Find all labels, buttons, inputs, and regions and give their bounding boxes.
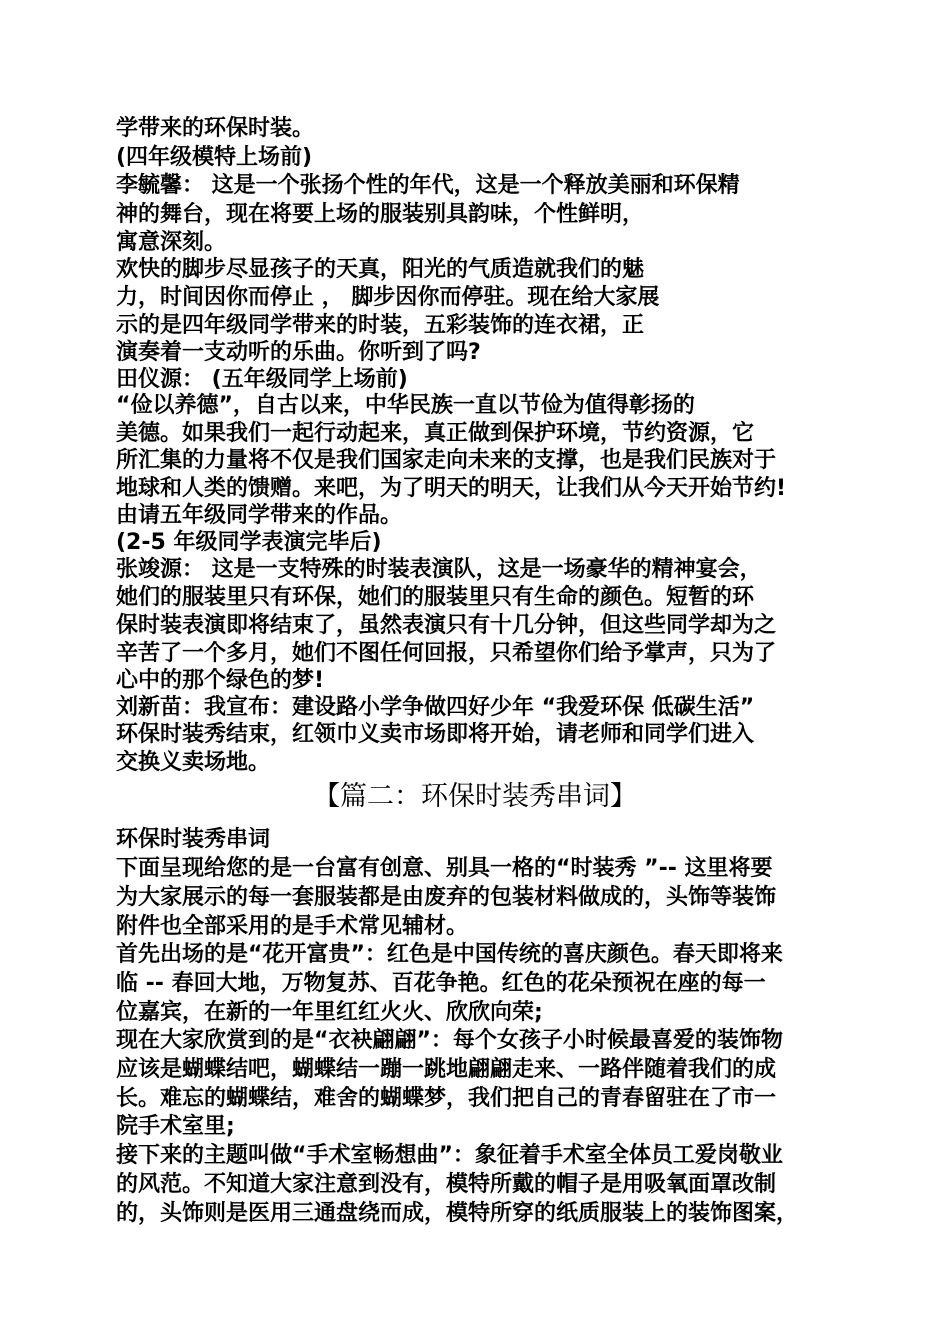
text-line: 辛苦了一个多月，她们不图任何回报，只希望你们给予掌声，只为了	[116, 641, 777, 666]
text-line: 学带来的环保时装。	[116, 116, 315, 141]
text-line: 心中的那个绿色的梦!	[116, 668, 325, 693]
text-line: 位嘉宾，在新的一年里红红火火、欣欣向荣;	[116, 1000, 543, 1025]
text-line: 所汇集的力量将不仅是我们国家走向未来的支撑，也是我们民族对于	[116, 448, 777, 473]
text-line: 附件也全部采用的是手术常见辅材。	[116, 914, 469, 939]
text-line: 为大家展示的每一套服装都是由废弃的包装材料做成的，头饰等装饰	[116, 885, 777, 910]
text-line: “俭以养德”，自古以来，中华民族一直以节俭为值得彰扬的	[116, 393, 695, 418]
text-line: 刘新苗：我宣布：建设路小学争做四好少年 “我爱环保 低碳生活”	[116, 695, 755, 720]
text-line: 神的舞台，现在将要上场的服装别具韵味，个性鲜明，	[116, 202, 645, 227]
text-line: 欢快的脚步尽显孩子的天真，阳光的气质造就我们的魅	[116, 257, 645, 282]
text-line: 交换义卖场地。	[116, 750, 271, 775]
text-line: 下面呈现给您的是一台富有创意、别具一格的“时装秀 ”-- 这里将要	[116, 856, 773, 881]
text-line: 田仪源： (五年级同学上场前)	[116, 367, 408, 392]
text-line: 由请五年级同学带来的作品。	[116, 503, 403, 528]
text-line: (四年级模特上场前)	[116, 145, 313, 170]
text-line: 示的是四年级同学带来的时装，五彩装饰的连衣裙，正	[116, 313, 645, 338]
text-line: 李毓馨： 这是一个张扬个性的年代，这是一个释放美丽和环保精	[116, 173, 740, 198]
text-line: 现在大家欣赏到的是“衣袂翩翩”：每个女孩子小时候最喜爱的装饰物	[116, 1028, 783, 1053]
text-line: 演奏着一支动听的乐曲。你听到了吗?	[116, 340, 481, 365]
text-line: 环保时装秀串词	[116, 827, 271, 852]
text-line: 应该是蝴蝶结吧，蝴蝶结一蹦一跳地翩翩走来、一路伴随着我们的成	[116, 1057, 777, 1082]
text-line: 临 -- 春回大地，万物复苏、百花争艳。红色的花朵预祝在座的每一	[116, 971, 766, 996]
text-line: 力，时间因你而停止 ， 脚步因你而停驻。现在给大家展	[116, 285, 660, 310]
text-line: 张竣源： 这是一支特殊的时装表演队，这是一场豪华的精神宴会，	[116, 557, 762, 582]
text-line: 美德。如果我们一起行动起来，真正做到保护环境，节约资源，它	[116, 421, 755, 446]
text-line: 她们的服装里只有环保，她们的服装里只有生命的颜色。短暂的环	[116, 585, 755, 610]
text-line: 的，头饰则是医用三通盘绕而成，模特所穿的纸质服装上的装饰图案，	[116, 1201, 799, 1226]
text-line: 长。难忘的蝴蝶结，难舍的蝴蝶梦，我们把自己的青春留驻在了市一	[116, 1086, 777, 1111]
text-line: 地球和人类的馈赠。来吧，为了明天的明天，让我们从今天开始节约!	[116, 476, 787, 501]
text-line: 的风范。不知道大家注意到没有，模特所戴的帽子是用吸氧面罩改制	[116, 1172, 777, 1197]
text-line: 接下来的主题叫做“手术室畅想曲”：象征着手术室全体员工爱岗敬业	[116, 1143, 783, 1168]
text-line: (2-5 年级同学表演完毕后)	[116, 530, 382, 555]
text-line: 环保时装秀结束，红领巾义卖市场即将开始，请老师和同学们进入	[116, 722, 755, 747]
text-line: 保时装表演即将结束了，虽然表演只有十几分钟，但这些同学却为之	[116, 613, 777, 638]
section-title: 【篇二：环保时装秀串词】	[313, 781, 637, 812]
text-line: 院手术室里;	[116, 1114, 235, 1139]
text-line: 首先出场的是“花开富贵”：红色是中国传统的喜庆颜色。春天即将来	[116, 942, 783, 967]
text-line: 寓意深刻。	[116, 230, 227, 255]
